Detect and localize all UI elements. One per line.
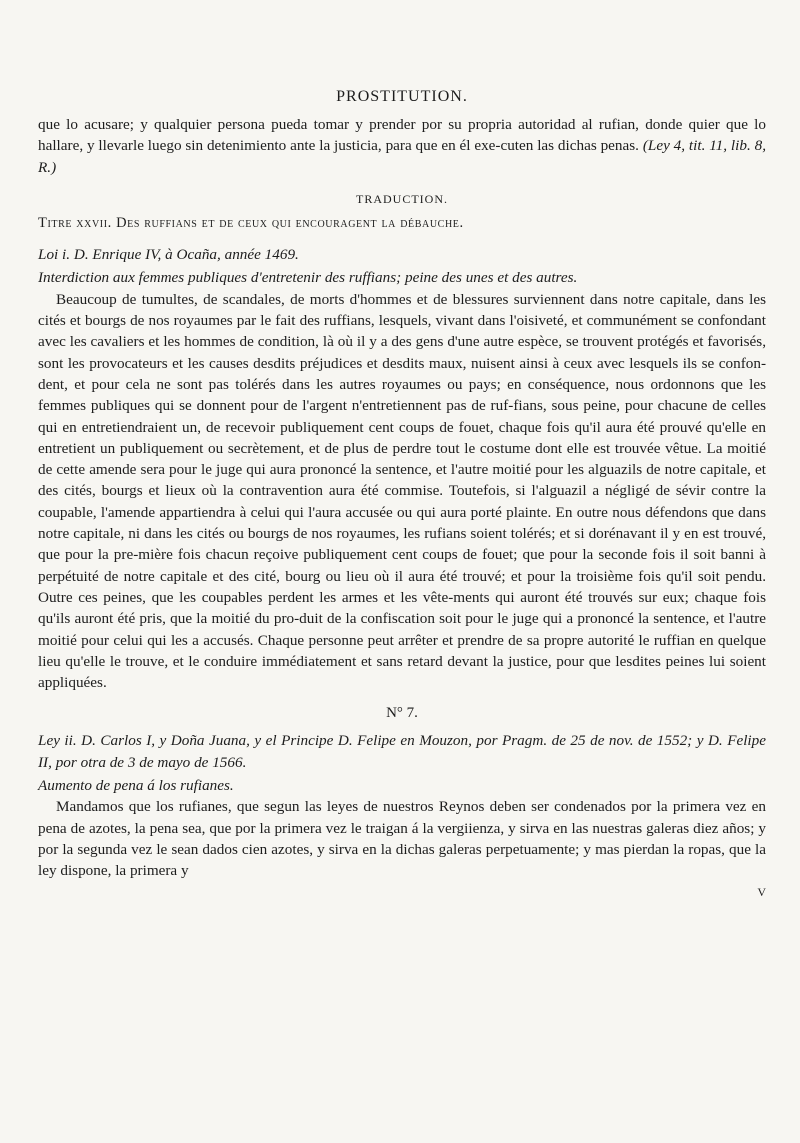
document-page	[38, 88, 766, 899]
running-head: PROSTITUTION.	[336, 88, 468, 105]
title-line: Titre xxvii. Des ruffians et de ceux qui encouragent la débauche.	[38, 214, 464, 231]
ley-subtitle: Aumento de pena á los rufianes.	[38, 777, 234, 795]
ley-heading: Ley ii. D. Carlos I, y Doña Juana, y el Principe D. Felipe en Mouzon, por Pragm. de 25 de nov. de 1552; y D. Felipe II, por otra de 3 de mayo de 1566.	[38, 732, 766, 771]
spanish-paragraph: Mandamos que los rufianes, que segun las leyes de nuestros Reynos deben ser condenados por la primera vez en pena de azotes, la pena sea, que por la primera vez le traigan á la vergiienza, y sirva en las nuestras galeras diez años; y por la segunda vez le sean dados cien azotes, y sirva en la dichas galeras perpetuamente; y mas pierdan la ropas, que la ley dispone, la primera y	[38, 798, 766, 880]
loi-heading: Loi i. D. Enrique IV, à Ocaña, année 1469.	[38, 246, 299, 264]
intro-citation: (Ley 4, tit. 11, lib. 8, R.)	[38, 137, 766, 176]
translation-heading: TRADUCTION.	[356, 191, 448, 206]
number-heading: N° 7.	[386, 705, 418, 722]
loi-subtitle: Interdiction aux femmes publiques d'entretenir des ruffians; peine des unes et des autres.	[38, 269, 578, 287]
signature-mark: V	[757, 884, 766, 899]
intro-paragraph	[38, 114, 766, 178]
intro-text: que lo acusare; y qualquier persona pueda tomar y prender por su propria autoridad al rufian, donde quier que lo hallare, y llevarle luego sin detenimiento ante la justicia, para que en él exe-cuten las dichas penas.	[38, 116, 766, 155]
french-paragraph: Beaucoup de tumultes, de scandales, de morts d'hommes et de blessures surviennent dans notre capitale, dans les cités et bourgs de nos royaumes par le fait des ruffians, lesquels, vivant dans l'oisiveté, et communément se confondant avec les cavaliers et les hommes de condition, là où il y a des gens d'une autre espèce, se trouvent protégés et favorisés, sont les provocateurs et les causes desdits préjudices et desdits maux, nuisent ainsi à ceux avec lesquels ils se confon-dent, et pour cela ne sont pas tolérés dans les autres royaumes ou pays; en conséquence, nous ordonnons que les femmes publiques qui se donnent pour de l'argent n'entretiennent pas de ruf-fians, sous peine, pour chacune de celles qui en entretiendraient un, de recevoir publiquement cent coups de fouet, chaque fois qu'il aura été prouvé qu'elle en entretient un publiquement ou secrètement, et de plus de perdre tout le costume dont elle est trouvée vêtue. La moitié de cette amende sera pour le juge qui aura prononcé la sentence, et l'autre moitié pour les alguazils de notre capitale, et des cités, bourgs et lieux où la contravention aura été commise. Toutefois, si l'alguazil a négligé de sévir contre la coupable, l'amende appartiendra à celui qui l'aura accusée ou qui aura porté plainte. En outre nous défendons que dans notre capitale, ni dans les cités ou bourgs de nos royaumes, les rufians soient tolérés; et si dorénavant il y en est trouvé, que pour la pre-mière fois chacun reçoive publiquement cent coups de fouet; que pour la seconde fois il soit banni à perpétuité de notre capitale et des cité, bourg ou lieu où il aura été trouvé; et pour la troisième fois qu'il soit pendu. Outre ces peines, que les coupables perdent les armes et les vête-ments qui auront été trouvés sur eux; chaque fois qu'ils auront été pris, que la moitié du pro-duit de la confiscation soit pour le juge qui a prononcé la sentence, et l'autre moitié pour celui qui les a accusés. Chaque personne peut arrêter et prendre de sa propre autorité le ruffian en quelque lieu qu'elle le trouve, et le conduire immédiatement et sans retard devant la justice, pour que lesdites peines lui soient appliquées.	[38, 290, 766, 692]
